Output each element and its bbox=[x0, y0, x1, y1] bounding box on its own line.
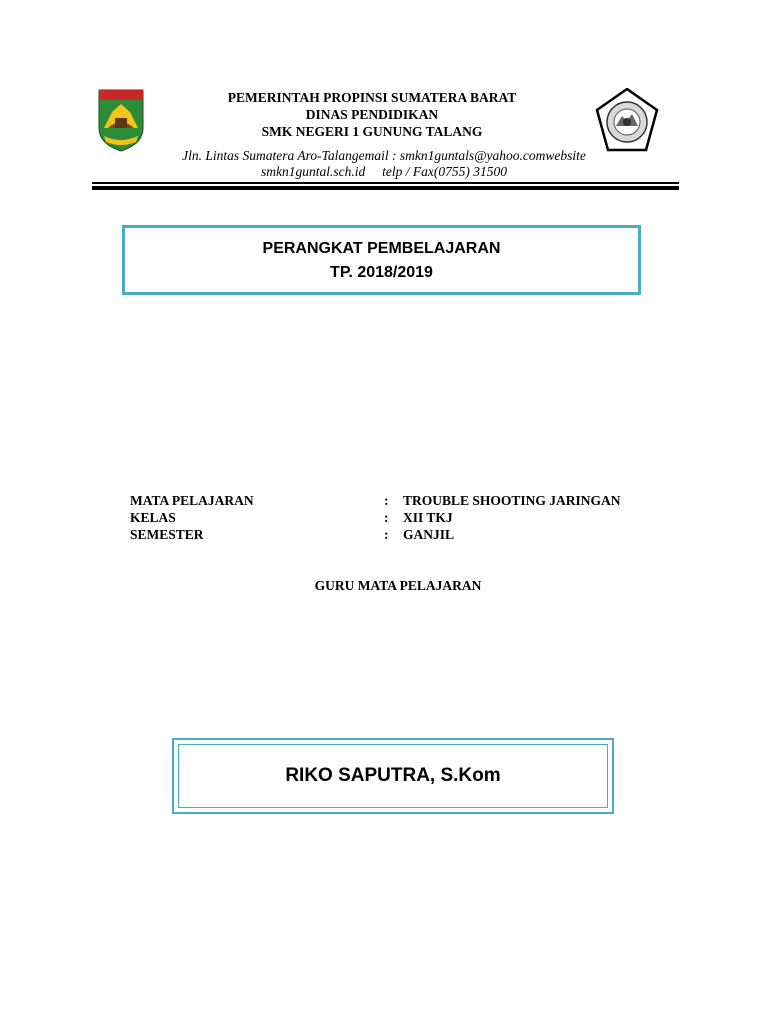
teacher-name-box bbox=[172, 738, 614, 814]
address-line-2: smkn1guntal.sch.id telp / Fax(0755) 31500 bbox=[261, 164, 507, 179]
info-colon: : bbox=[384, 510, 389, 525]
info-label: MATA PELAJARAN bbox=[130, 493, 254, 508]
address-line-1: Jln. Lintas Sumatera Aro-Talangemail : smkn1guntals@yahoo.comwebsite bbox=[182, 148, 586, 163]
teacher-name-inner-frame bbox=[178, 744, 608, 808]
academic-year: TP. 2018/2019 bbox=[330, 264, 433, 281]
department-line: DINAS PENDIDIKAN bbox=[305, 107, 439, 122]
document-title: PERANGKAT PEMBELAJARAN bbox=[262, 240, 501, 257]
letterhead-title-block bbox=[150, 89, 594, 140]
sumatera-barat-crest-logo bbox=[98, 88, 144, 152]
teacher-heading: GURU MATA PELAJARAN bbox=[314, 578, 482, 593]
info-colon: : bbox=[384, 527, 389, 542]
smk-gunung-talang-emblem-logo bbox=[594, 88, 660, 152]
letterhead-divider-top bbox=[92, 182, 679, 184]
info-value: TROUBLE SHOOTING JARINGAN bbox=[403, 493, 621, 508]
government-line: PEMERINTAH PROPINSI SUMATERA BARAT bbox=[227, 90, 517, 105]
document-title-box bbox=[122, 225, 641, 295]
info-label: SEMESTER bbox=[130, 527, 204, 542]
info-label: KELAS bbox=[130, 510, 176, 525]
letterhead-divider-thick bbox=[92, 186, 679, 190]
teacher-name: RIKO SAPUTRA, S.Kom bbox=[285, 765, 501, 786]
address-block bbox=[120, 148, 648, 180]
info-value: XII TKJ bbox=[403, 510, 453, 525]
school-name-line: SMK NEGERI 1 GUNUNG TALANG bbox=[261, 124, 483, 139]
info-colon: : bbox=[384, 493, 389, 508]
info-value: GANJIL bbox=[403, 527, 455, 542]
